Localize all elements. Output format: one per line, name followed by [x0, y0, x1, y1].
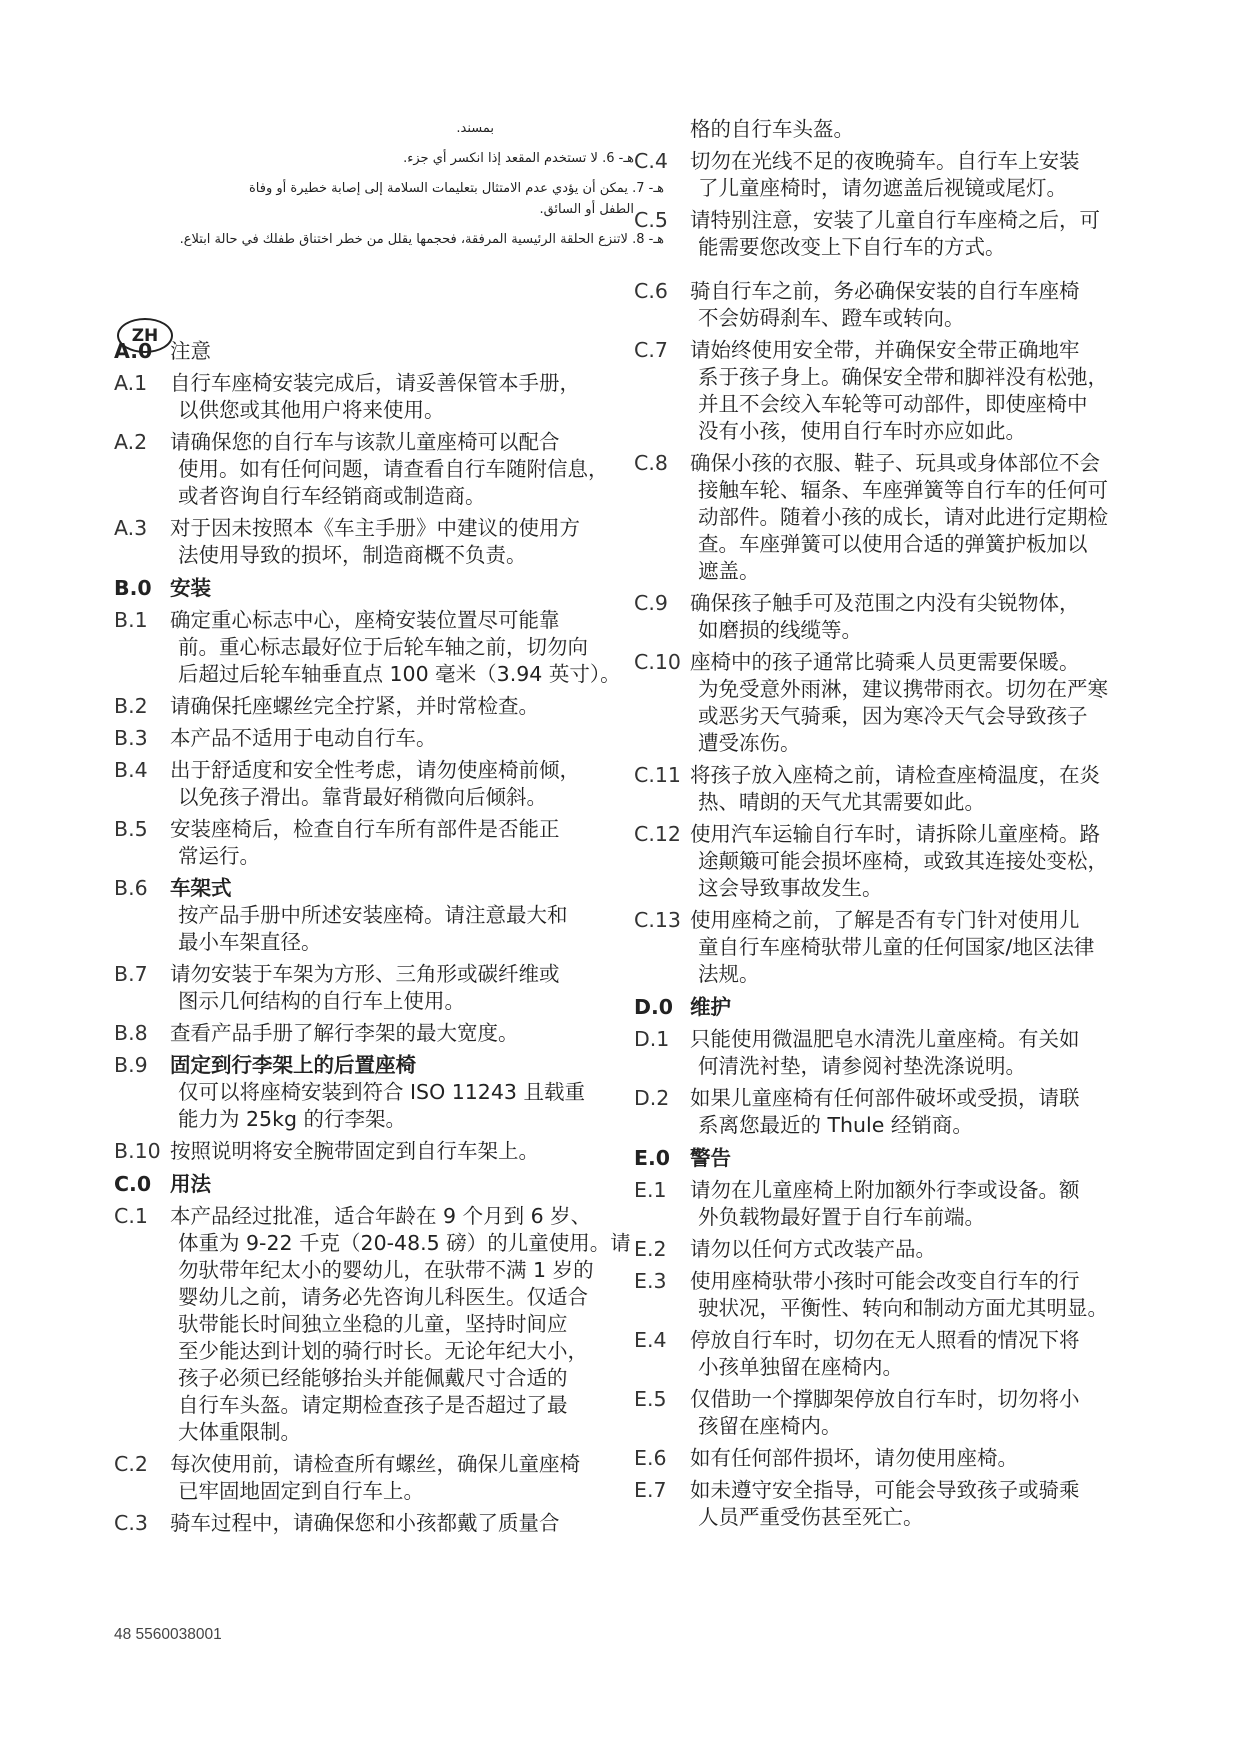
text-line: 请勿以任何方式改装产品。 [690, 1237, 936, 1261]
item-number: B.5 [114, 817, 148, 841]
item-number: E.3 [634, 1269, 667, 1293]
list-item [634, 590, 1194, 644]
item-number: D.0 [634, 995, 674, 1019]
text-line: 查。车座弹簧可以使用合适的弹簧护板加以 [698, 532, 1088, 556]
item-text [690, 649, 1194, 757]
list-item [114, 961, 674, 1015]
text-line: 途颠簸可能会损坏座椅，或致其连接处变松， [698, 849, 1108, 873]
text-line: 能力为 25kg 的行李架。 [178, 1107, 407, 1131]
list-item [114, 1020, 674, 1047]
text-line: 仅可以将座椅安装到符合 ISO 11243 且载重 [178, 1080, 585, 1104]
text-line: 对于因未按照本《车主手册》中建议的使用方 [170, 516, 580, 540]
item-number: C.3 [114, 1511, 148, 1535]
list-item [114, 1510, 674, 1537]
text-line: 童自行车座椅驮带儿童的任何国家/地区法律 [698, 935, 1095, 959]
text-line: 只能使用微温肥皂水清洗儿童座椅。有关如 [690, 1027, 1080, 1051]
item-text [690, 1386, 1194, 1440]
item-number: E.6 [634, 1446, 667, 1470]
spacer [634, 266, 1194, 278]
item-text [690, 337, 1194, 445]
item-text [690, 1327, 1194, 1381]
item-text: 警告 [690, 1146, 731, 1170]
item-number: A.3 [114, 516, 148, 540]
item-number: C.8 [634, 451, 668, 475]
text-line: 小孩单独留在座椅内。 [698, 1355, 903, 1379]
item-number: A.2 [114, 430, 148, 454]
text-line: 孩留在座椅内。 [698, 1414, 842, 1438]
item-number: B.3 [114, 726, 148, 750]
text-line: 确保孩子触手可及范围之内没有尖锐物体， [690, 591, 1080, 615]
item-text [690, 116, 1194, 143]
text-line: 最小车架直径。 [178, 930, 322, 954]
item-number: C.6 [634, 279, 668, 303]
list-item [634, 450, 1194, 585]
list-item [114, 816, 674, 870]
text-line: 请确保您的自行车与该款儿童座椅可以配合 [170, 430, 560, 454]
item-text [170, 1020, 674, 1047]
item-text [170, 725, 674, 752]
section-heading [114, 575, 674, 602]
page-footer: 48 5560038001 [114, 1626, 222, 1643]
text-line: 以免孩子滑出。靠背最好稍微向后倾斜。 [178, 785, 547, 809]
text-line: 人员严重受伤甚至死亡。 [698, 1505, 924, 1529]
text-line: 图示几何结构的自行车上使用。 [178, 989, 465, 1013]
text-line: 骑自行车之前，务必确保安装的自行车座椅 [690, 279, 1080, 303]
item-number: B.9 [114, 1053, 148, 1077]
text-line: 安装座椅后，检查自行车所有部件是否能正 [170, 817, 560, 841]
text-line: 了儿童座椅时，请勿遮盖后视镜或尾灯。 [698, 176, 1067, 200]
item-number: B.4 [114, 758, 148, 782]
item-text [170, 961, 674, 1015]
list-item [634, 1327, 1194, 1381]
text-line: 如未遵守安全指导，可能会导致孩子或骑乘 [690, 1478, 1080, 1502]
item-text [690, 762, 1194, 816]
item-text [690, 821, 1194, 902]
text-line: 请始终使用安全带，并确保安全带正确地牢 [690, 338, 1080, 362]
text-line: 如有任何部件损坏，请勿使用座椅。 [690, 1446, 1018, 1470]
item-number: B.1 [114, 608, 148, 632]
list-item [114, 1203, 674, 1446]
text-line: 本产品不适用于电动自行车。 [170, 726, 437, 750]
text-line: 切勿在光线不足的夜晚骑车。自行车上安装 [690, 149, 1080, 173]
item-text [170, 875, 674, 956]
item-number: C.1 [114, 1204, 148, 1228]
list-item [634, 762, 1194, 816]
list-item [634, 1445, 1194, 1472]
text-line: 法使用导致的损坏，制造商概不负责。 [178, 543, 527, 567]
text-line: 或恶劣天气骑乘，因为寒冷天气会导致孩子 [698, 704, 1088, 728]
item-number: C.0 [114, 1172, 152, 1196]
item-text [690, 1268, 1194, 1322]
text-line: 这会导致事故发生。 [698, 876, 883, 900]
text-line: 动部件。随着小孩的成长，请对此进行定期检 [698, 505, 1108, 529]
text-line: 已牢固地固定到自行车上。 [178, 1479, 424, 1503]
arabic-line-3: الطفل أو السائق. [539, 202, 634, 217]
list-item [634, 1236, 1194, 1263]
item-text: 注意 [170, 339, 211, 363]
item-text: 用法 [170, 1172, 211, 1196]
text-line: 系离您最近的 Thule 经销商。 [698, 1113, 973, 1137]
text-line: 孩子必须已经能够抬头并能佩戴尺寸合适的 [178, 1366, 568, 1390]
text-line: 后超过后轮车轴垂直点 100 毫米（3.94 英寸）。 [178, 662, 621, 686]
list-item [634, 907, 1194, 988]
list-item [634, 278, 1194, 332]
item-number: B.2 [114, 694, 148, 718]
list-item [634, 1386, 1194, 1440]
section-heading [634, 994, 1194, 1021]
item-text [170, 1451, 674, 1505]
arabic-line-2: هـ- 7. يمكن أن يؤدي عدم الامتثال بتعليمات السلامة إلى إصابة خطيرة أو وفاة [248, 181, 664, 196]
text-line: 出于舒适度和安全性考虑，请勿使座椅前倾， [170, 758, 580, 782]
section-heading [114, 338, 674, 365]
item-text [690, 1236, 1194, 1263]
item-text [690, 1085, 1194, 1139]
text-line: 遮盖。 [698, 559, 760, 583]
text-line: 座椅中的孩子通常比骑乘人员更需要保暖。 [690, 650, 1080, 674]
list-item [634, 1177, 1194, 1231]
arabic-line-4: هـ- 8. لاتنزع الحلقة الرئيسية المرفقة، فحجمها يقلل من خطر اختناق طفلك في حالة ابتلاع. [179, 232, 664, 247]
text-line: 并且不会绞入车轮等可动部件，即使座椅中 [698, 392, 1088, 416]
list-item [114, 693, 674, 720]
text-line: 没有小孩，使用自行车时亦应如此。 [698, 419, 1026, 443]
language-badge: ZH [117, 318, 173, 353]
item-text [690, 1477, 1194, 1531]
item-subheading: 车架式 [170, 876, 232, 900]
item-number: C.7 [634, 338, 668, 362]
item-text [170, 1510, 674, 1537]
text-line: 大体重限制。 [178, 1420, 301, 1444]
item-text [690, 207, 1194, 261]
text-line: 前。重心标志最好位于后轮车轴之前，切勿向 [178, 635, 588, 659]
item-number: C.12 [634, 822, 681, 846]
item-number: C.2 [114, 1452, 148, 1476]
text-line: 请勿在儿童座椅上附加额外行李或设备。额 [690, 1178, 1080, 1202]
list-item [114, 429, 674, 510]
item-text [690, 450, 1194, 585]
list-item [634, 1268, 1194, 1322]
text-line: 至少能达到计划的骑行时长。无论年纪大小， [178, 1339, 588, 1363]
item-text [170, 1138, 674, 1165]
list-item [114, 1052, 674, 1133]
text-line: 如磨损的线缆等。 [698, 618, 862, 642]
item-number: C.10 [634, 650, 681, 674]
text-line: 如果儿童座椅有任何部件破坏或受损，请联 [690, 1086, 1080, 1110]
item-number: D.1 [634, 1027, 670, 1051]
text-line: 停放自行车时，切勿在无人照看的情况下将 [690, 1328, 1080, 1352]
text-line: 请确保托座螺丝完全拧紧，并时常检查。 [170, 694, 539, 718]
item-text [690, 590, 1194, 644]
text-line: 确定重心标志中心，座椅安装位置尽可能靠 [170, 608, 560, 632]
item-number: C.9 [634, 591, 668, 615]
item-number [634, 116, 690, 143]
item-text [690, 1445, 1194, 1472]
text-line: 自行车头盔。请定期检查孩子是否超过了最 [178, 1393, 568, 1417]
section-heading [114, 1171, 674, 1198]
text-line: 不会妨碍刹车、蹬车或转向。 [698, 306, 965, 330]
text-line: 婴幼儿之前，请务必先咨询儿科医生。仅适合 [178, 1285, 588, 1309]
text-line: 能需要您改变上下自行车的方式。 [698, 235, 1006, 259]
item-number: E.7 [634, 1478, 667, 1502]
list-item [114, 1451, 674, 1505]
item-text [170, 429, 674, 510]
list-item [634, 1085, 1194, 1139]
text-line: 确保小孩的衣服、鞋子、玩具或身体部位不会 [690, 451, 1100, 475]
item-number: B.8 [114, 1021, 148, 1045]
item-number: C.13 [634, 908, 681, 932]
text-line: 使用座椅驮带小孩时可能会改变自行车的行 [690, 1269, 1080, 1293]
item-text [690, 1026, 1194, 1080]
item-number: D.2 [634, 1086, 670, 1110]
item-subheading: 固定到行李架上的后置座椅 [170, 1053, 416, 1077]
item-text: 维护 [690, 995, 731, 1019]
item-number: E.0 [634, 1146, 671, 1170]
text-line: 按照说明将安全腕带固定到自行车架上。 [170, 1139, 539, 1163]
text-line: 将孩子放入座椅之前，请检查座椅温度，在炎 [690, 763, 1100, 787]
text-line: 外负载物最好置于自行车前端。 [698, 1205, 985, 1229]
item-text [170, 370, 674, 424]
right-body [634, 116, 1194, 1536]
list-item [634, 1477, 1194, 1531]
item-number: E.2 [634, 1237, 667, 1261]
item-number: B.7 [114, 962, 148, 986]
item-text [690, 148, 1194, 202]
text-line: 查看产品手册了解行李架的最大宽度。 [170, 1021, 519, 1045]
text-line: 按产品手册中所述安装座椅。请注意最大和 [178, 903, 568, 927]
text-line: 或者咨询自行车经销商或制造商。 [178, 484, 486, 508]
item-text: 安装 [170, 576, 211, 600]
arabic-line-0: بمسند. [456, 121, 494, 136]
text-line: 勿驮带年纪太小的婴幼儿，在驮带不满 1 岁的 [178, 1258, 594, 1282]
list-item [114, 757, 674, 811]
text-line: 接触车轮、辐条、车座弹簧等自行车的任何可 [698, 478, 1108, 502]
item-text [170, 515, 674, 569]
list-item [634, 148, 1194, 202]
list-item [114, 1138, 674, 1165]
text-line: 仅借助一个撑脚架停放自行车时，切勿将小 [690, 1387, 1080, 1411]
list-item [634, 821, 1194, 902]
item-number: B.10 [114, 1139, 161, 1163]
item-number: A.0 [114, 339, 153, 363]
item-number: E.4 [634, 1328, 667, 1352]
item-number: C.4 [634, 149, 668, 173]
text-line: 何清洗衬垫，请参阅衬垫洗涤说明。 [698, 1054, 1026, 1078]
text-line: 热、晴朗的天气尤其需要如此。 [698, 790, 985, 814]
text-line: 使用。如有任何问题，请查看自行车随附信息， [178, 457, 609, 481]
item-text [690, 278, 1194, 332]
list-item [634, 337, 1194, 445]
text-line: 本产品经过批准，适合年龄在 9 个月到 6 岁、 [170, 1204, 592, 1228]
arabic-line-1: هـ- 6. لا تستخدم المقعد إذا انكسر أي جزء. [403, 151, 634, 166]
text-line: 请特别注意，安装了儿童自行车座椅之后，可 [690, 208, 1100, 232]
list-item [634, 207, 1194, 261]
item-text [170, 607, 674, 688]
list-item [114, 515, 674, 569]
list-item [634, 1026, 1194, 1080]
item-text [170, 1052, 674, 1133]
text-line: 驮带能长时间独立坐稳的儿童，坚持时间应 [178, 1312, 568, 1336]
item-number: C.11 [634, 763, 681, 787]
item-text [170, 1203, 674, 1446]
left-body [114, 332, 674, 1542]
item-text [170, 693, 674, 720]
text-line: 体重为 9-22 千克（20-48.5 磅）的儿童使用。请 [178, 1231, 631, 1255]
text-line: 每次使用前，请检查所有螺丝，确保儿童座椅 [170, 1452, 580, 1476]
section-heading [634, 1145, 1194, 1172]
text-line: 系于孩子身上。确保安全带和脚袢没有松弛， [698, 365, 1108, 389]
item-number: E.1 [634, 1178, 667, 1202]
item-number: A.1 [114, 371, 148, 395]
text-line: 使用汽车运输自行车时，请拆除儿童座椅。路 [690, 822, 1100, 846]
item-number: B.0 [114, 576, 152, 600]
list-item [114, 725, 674, 752]
item-number: E.5 [634, 1387, 667, 1411]
item-number: B.6 [114, 876, 148, 900]
text-line: 以供您或其他用户将来使用。 [178, 398, 445, 422]
item-text [690, 907, 1194, 988]
text-line: 遭受冻伤。 [698, 731, 801, 755]
text-line: 使用座椅之前，了解是否有专门针对使用儿 [690, 908, 1080, 932]
text-line: 驶状况，平衡性、转向和制动方面尤其明显。 [698, 1296, 1108, 1320]
text-line: 自行车座椅安装完成后，请妥善保管本手册， [170, 371, 580, 395]
item-text [170, 816, 674, 870]
list-item [634, 116, 1194, 143]
list-item [114, 607, 674, 688]
list-item [114, 370, 674, 424]
text-line: 法规。 [698, 962, 760, 986]
item-text [170, 757, 674, 811]
text-line: 常运行。 [178, 844, 260, 868]
text-line: 请勿安装于车架为方形、三角形或碳纤维或 [170, 962, 560, 986]
text-line: 为免受意外雨淋，建议携带雨衣。切勿在严寒 [698, 677, 1108, 701]
item-number: C.5 [634, 208, 668, 232]
list-item [114, 875, 674, 956]
text-line: 格的自行车头盔。 [690, 117, 854, 141]
item-text [690, 1177, 1194, 1231]
list-item [634, 649, 1194, 757]
text-line: 骑车过程中，请确保您和小孩都戴了质量合 [170, 1511, 560, 1535]
